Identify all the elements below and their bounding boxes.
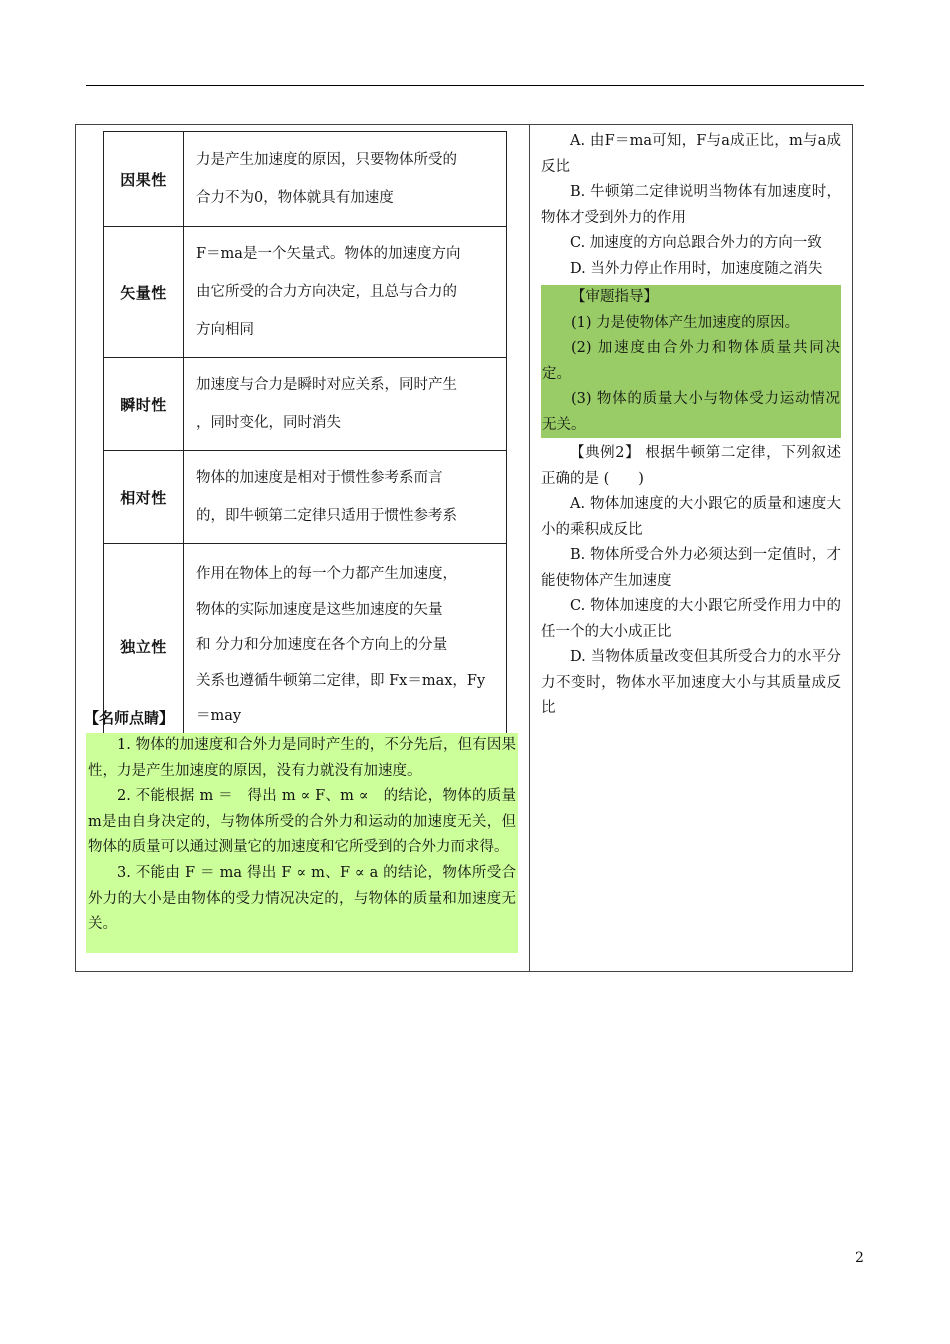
table-row (104, 132, 507, 227)
property-name: 瞬时性 (104, 358, 184, 451)
example1-option: B. 牛顿第二定律说明当物体有加速度时，物体才受到外力的作用 (541, 184, 841, 226)
property-desc: 作用在物体上的每一个力都产生加速度， 物体的实际加速度是这些加速度的矢量 和 分力和分加速度在各个方向上的分量 关系也遵循牛顿第二定律，即 Fx＝max，Fy ＝may (184, 544, 507, 749)
guide-item: (3) 物体的质量大小与物体受力运动情况无关。 (542, 391, 840, 433)
example2-option: D. 当物体质量改变但其所受合力的水平分力不变时，物体水平加速度大小与其质量成反比 (541, 649, 841, 716)
guide-box (541, 285, 841, 438)
property-name: 相对性 (104, 451, 184, 544)
column-divider (529, 124, 530, 972)
example1-option: C. 加速度的方向总跟合外力的方向一致 (570, 235, 822, 251)
tips-box (86, 733, 518, 953)
properties-table (103, 131, 507, 749)
example2-option: B. 物体所受合外力必须达到一定值时，才能使物体产生加速度 (541, 547, 841, 589)
example1-option: D. 当外力停止作用时，加速度随之消失 (570, 260, 823, 277)
property-desc: 力是产生加速度的原因，只要物体所受的 合力不为0，物体就具有加速度 (184, 132, 507, 227)
example2-option: A. 物体加速度的大小跟它的质量和速度大小的乘积成反比 (541, 496, 841, 538)
right-column (541, 129, 841, 722)
table-row (104, 358, 507, 451)
tip-paragraph: 3. 不能由 F ＝ ma 得出 F ∝ m、F ∝ a 的结论，物体所受合外力的大小是由物体的受力情况决定的，与物体的质量和加速度无关。 (88, 864, 516, 933)
property-desc: 物体的加速度是相对于惯性参考系而言 的，即牛顿第二定律只适用于惯性参考系 (184, 451, 507, 544)
example2-option: C. 物体加速度的大小跟它所受作用力中的任一个的大小成正比 (541, 598, 841, 640)
property-name: 矢量性 (104, 227, 184, 358)
tip-paragraph: 1. 物体的加速度和合外力是同时产生的，不分先后，但有因果性，力是产生加速度的原因，没有力就没有加速度。 (88, 737, 516, 779)
example2-stem: 【典例2】 根据牛顿第二定律，下列叙述正确的是 ( ) (541, 445, 841, 487)
tip-paragraph: 2. 不能根据 m ＝ 得出 m ∝ F、m ∝ 的结论，物体的质量m是由自身决定的，与物体所受的合外力和运动的加速度无关，但物体的质量可以通过测量它的加速度和它所受到的合外力而求得。 (88, 788, 516, 856)
table-row (104, 227, 507, 358)
tips-heading: 【名师点睛】 (84, 709, 175, 727)
property-desc: F＝ma是一个矢量式。物体的加速度方向 由它所受的合力方向决定，且总与合力的 方向相同 (184, 227, 507, 358)
property-name: 因果性 (104, 132, 184, 227)
guide-item: (2) 加速度由合外力和物体质量共同决定。 (542, 340, 840, 382)
header-rule (86, 85, 864, 86)
page-number: 2 (855, 1250, 864, 1266)
property-name: 独立性 (104, 544, 184, 749)
guide-heading: 【审题指导】 (571, 289, 658, 305)
table-row (104, 451, 507, 544)
guide-item: (1) 力是使物体产生加速度的原因。 (571, 314, 800, 331)
example1-option: A. 由F＝ma可知，F与a成正比，m与a成反比 (541, 133, 841, 175)
property-desc: 加速度与合力是瞬时对应关系，同时产生 ，同时变化，同时消失 (184, 358, 507, 451)
